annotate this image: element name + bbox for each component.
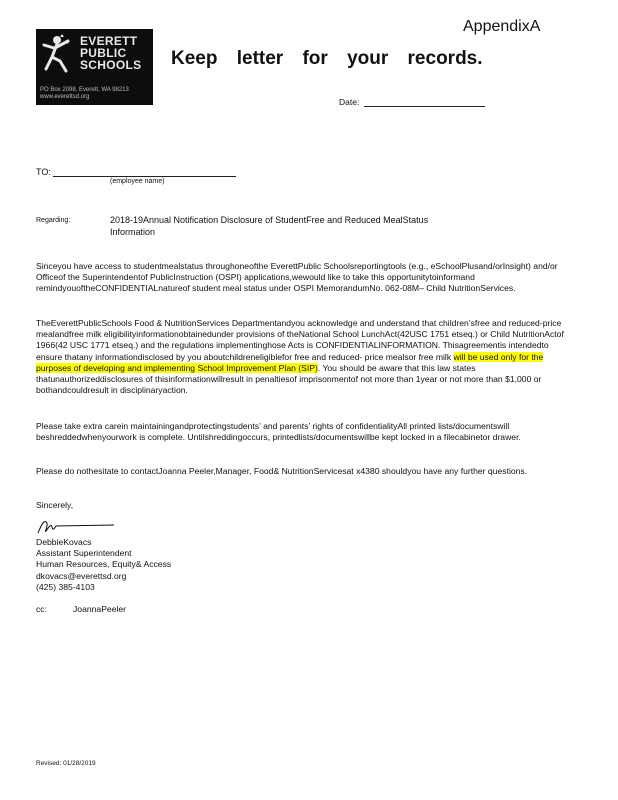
cc-label: cc: — [36, 604, 47, 614]
appendix-label: AppendixA — [463, 18, 541, 35]
regarding-text: 2018-19Annual Notification Disclosure of StudentFree and Reduced MealStatus Information — [110, 215, 429, 237]
signer-department: Human Resources, Equity& Access — [36, 559, 172, 570]
revised-date: Revised: 01/28/2019 — [36, 760, 96, 767]
district-logo — [36, 29, 153, 105]
paragraph-confidentiality — [36, 318, 568, 396]
signature-icon — [36, 513, 116, 537]
signer-title: Assistant Superintendent — [36, 548, 132, 559]
logo-text-line3: SCHOOLS — [80, 58, 142, 72]
paragraph-access: Sinceyou have access to studentmealstatus throughoneofthe EverettPublic Schoolsreportingtools (e.g., eSchoolPlusand/orInsight) and/or Officeof the Superintendentof PublicInstruction (OSPI) applications,wewould like to take this opportunitytoinformand remindyouoftheCONFIDENTIALnatureof student meal status under OSPI MemorandumNo. 062-08M– Child NutritionServices. — [36, 261, 558, 294]
signer-phone: (425) 385-4103 — [36, 581, 95, 592]
signer-email: dkovacs@everettsd.org — [36, 570, 127, 581]
highlighted-text: will be used only for the purposes of developing and implementing School Improvement Plan (SIP) — [36, 351, 544, 373]
paragraph-shredding: Please take extra carein maintainingandprotectingstudents’ and parents’ rights of confidentialityAll printed lists/documentswill beshreddedwhenyourwork is complete. Untilshreddingoccurs, printedlists/documentswillbe kept locked in a filecabinetor drawer. — [36, 421, 521, 443]
signer-name: DebbieKovacs — [36, 537, 92, 547]
logo-text-line1: EVERETT — [80, 34, 138, 48]
signature-block — [36, 537, 171, 593]
date-label: Date: — [339, 97, 360, 107]
logo-address: PO Box 2098, Everett, WA 98213 — [40, 87, 129, 93]
paragraph-contact: Please do nothesitate to contactJoanna Peeler,Manager, Food& NutritionServicesat x4380 shouldyou have any further questions. — [36, 466, 528, 476]
closing: Sincerely, — [36, 500, 74, 510]
employee-name-hint: (employee name) — [110, 178, 165, 185]
logo-text-line2: PUBLIC — [80, 46, 127, 60]
employee-name-line — [53, 176, 236, 177]
paragraph-text: TheEverettPublicSchools Food & NutritionServices Departmentandyou acknowledge and understand that children’sfree and reduced-price mealandfree milk eligibilityinformationobtainedunder provisions of theNational School LunchAct(42USC 1751 etseq.) or Child NutritionActof 1966(42 USC 1771 etseq.) and the regulations implementinghose Acts is CONFIDENTIALINFORMATION. Thisagreementis intendedto ensure thatany informationdisclosed by you aboutchildreneligiblefor free and reduced- price mealsor free milk — [36, 318, 564, 362]
date-field-line — [364, 106, 485, 107]
page-title: Keep letter for your records. — [171, 48, 483, 69]
paragraph-text-continued: . You should be aware that this law states thatunauthorizeddisclosures of thisinformationwillresult in penaltiesof imprisonmentof not more than 1year or not more than $1,000 or bothandcouldresult in disciplinaryaction. — [36, 362, 542, 396]
to-label: TO: — [36, 167, 51, 177]
runner-figure-icon — [40, 33, 74, 73]
logo-website: www.everettsd.org — [40, 94, 90, 100]
cc-name: JoannaPeeler — [73, 604, 127, 614]
regarding-label: Regarding: — [36, 217, 71, 224]
